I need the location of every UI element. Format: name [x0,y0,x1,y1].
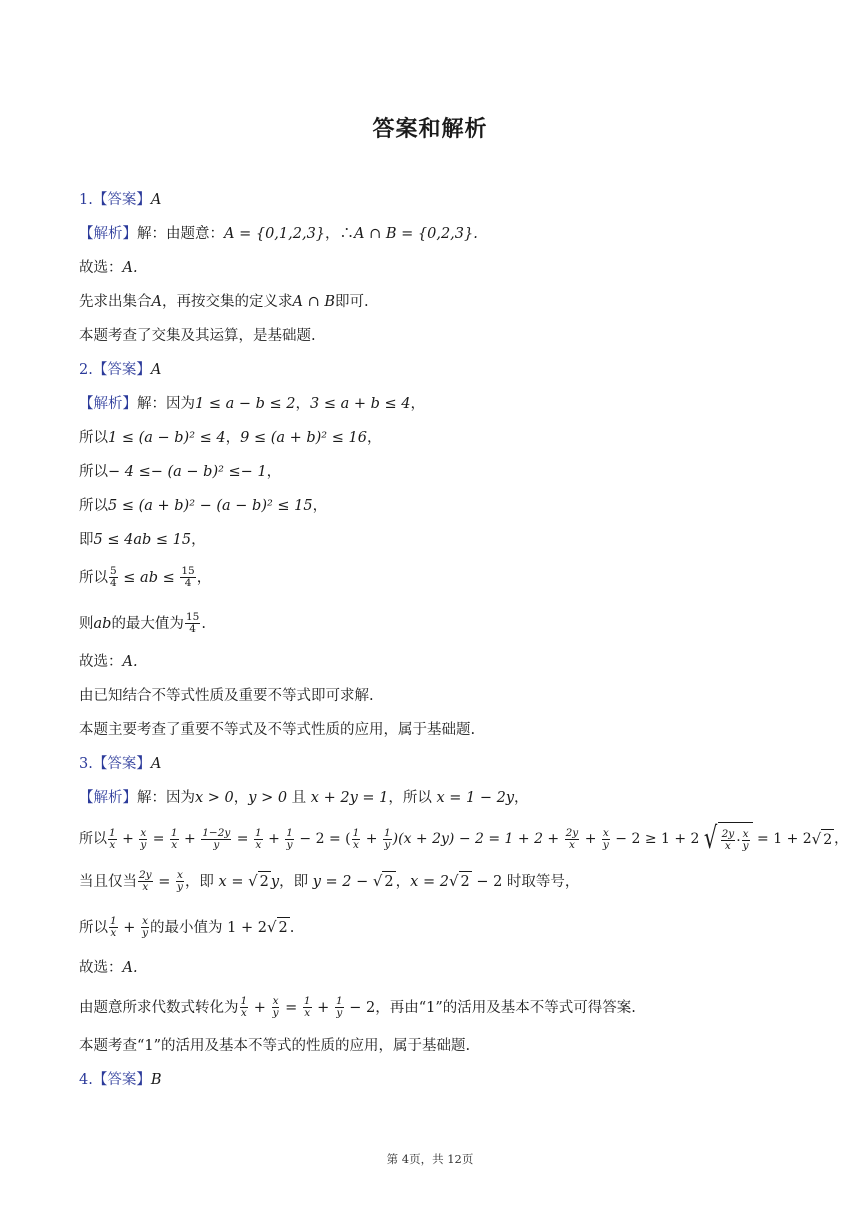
text: 先求出集合 [79,294,152,310]
text: ，即 [279,873,313,890]
denominator: y [742,840,749,852]
text: 所以 [79,430,108,446]
math: 1 ≤ a − b ≤ 2 [195,396,296,412]
text: . [289,919,295,936]
square-root [701,822,752,856]
q2-step-line [79,428,381,448]
denominator: y [213,838,220,851]
radical-sign-icon: √ [811,829,822,848]
q3-answer-line [79,754,161,774]
q3-equation-line [79,822,848,856]
denominator: 4 [110,577,117,589]
text: 故选： [79,260,123,276]
radicand: 2 [821,829,834,850]
denominator: x [304,1007,311,1019]
text: ， [410,396,425,412]
q2-step-line [79,462,281,482]
text: ， [312,498,328,514]
operator: + [179,831,201,847]
text: ，再由“1”的活用及基本不等式可得答案. [375,999,636,1016]
math: y = 2 − [312,873,373,890]
text: 时取等号， [502,873,580,890]
fraction [201,828,231,851]
q1-answer-value: A [150,192,162,208]
text: 的最小值为 [150,919,228,936]
fraction [170,828,179,851]
text: ， [191,532,206,548]
radicand: 2 [258,871,271,892]
text: 则 [79,615,94,632]
square-root [248,871,271,892]
q4-answer-label: 4.【答案】 [79,1072,151,1088]
q2-answer-line [79,360,161,380]
math: = 1 + 2 [752,831,812,847]
text: 即可. [334,294,369,310]
numerator: 1 [352,826,360,839]
fraction [742,829,750,852]
math: 5 ≤ 4ab ≤ 15 [93,532,192,548]
math: x = 1 − 2y [436,790,515,806]
fraction [335,996,344,1019]
numerator: 15 [181,565,195,577]
numerator: x [742,828,749,840]
text: ， [266,464,282,480]
numerator: x [140,826,147,839]
q2-analysis-label: 【解析】 [79,396,137,412]
operator: = [280,999,302,1016]
denominator: x [255,838,262,851]
numerator: x [142,915,148,927]
numerator: 1 [335,995,343,1007]
q3-analysis-label: 【解析】 [79,790,137,806]
fraction [352,828,361,851]
text: 所以 [79,569,108,586]
math: ≤ ab ≤ [118,569,180,586]
fraction [383,828,392,851]
square-root [267,917,290,938]
q3-equality-line [79,870,579,893]
fraction [176,870,184,893]
text: . [201,615,206,632]
fraction [109,566,118,589]
text: 解：因为 [137,396,195,412]
operator: = [232,831,253,847]
math: 5 ≤ (a + b)² − (a − b)² ≤ 15 [108,498,313,514]
text: 所以 [79,919,108,936]
operator: = [148,831,169,847]
math: x = 2 [410,873,449,890]
text: 故选： [79,654,123,670]
q1-answer-line [79,190,161,210]
denominator: 4 [189,623,196,635]
numerator: 1 [383,826,391,839]
operator: + [580,831,601,847]
text: ， [514,790,529,806]
denominator: x [240,1007,247,1019]
q2-step-line [79,566,211,589]
denominator: y [286,838,293,851]
q1-method-line [79,292,369,312]
numerator: 1 [170,826,178,839]
math: 1 + 2 [227,919,267,936]
math: 3 ≤ a + b ≤ 4 [309,396,411,412]
text: 所以 [79,831,107,847]
numerator: 15 [185,611,200,623]
text: 即 [79,532,94,548]
fraction [565,828,580,851]
radicand: 2 [277,917,290,938]
fraction [721,829,736,852]
denominator: x [109,838,116,851]
text: ， [233,790,249,806]
math: 9 ≤ (a + b)² ≤ 16 [240,430,367,446]
q2-step-line [79,530,206,550]
fraction [272,996,280,1019]
text: 所以 [79,498,108,514]
numerator: 1 [254,826,262,839]
math: x + 2y = 1 [310,790,389,806]
fraction [240,996,249,1019]
radical-sign-icon: √ [448,872,459,890]
math: y [270,873,280,890]
fraction [180,566,195,589]
q3-minimum-line [79,916,294,939]
q1-choice-line [79,258,138,278]
fraction [109,916,118,939]
square-root [449,871,472,892]
text: 解：由题意： [137,226,224,242]
q4-answer-line [79,1070,162,1090]
q3-answer-value: A [150,756,162,772]
fraction [285,828,294,851]
denominator: 4 [184,577,192,589]
text: ， [366,430,382,446]
math: y > 0 [248,790,288,806]
math: − 2 [344,999,376,1016]
fraction [138,870,153,893]
q1-answer-label: 1.【答案】 [79,192,151,208]
math: A. [122,260,138,276]
operator: + [117,831,139,847]
fraction [141,916,149,939]
q3-answer-label: 3.【答案】 [79,756,151,772]
numerator: 1 [240,995,248,1007]
numerator: 1 [110,915,117,927]
math: A = {0,1,2,3} [224,226,326,242]
operator: + [312,999,334,1016]
radicand [718,822,753,856]
math: A ∩ B = {0,2,3}. [354,226,478,242]
numerator: x [177,869,183,881]
math: ab [93,615,112,632]
math: A. [122,960,138,976]
text: ， [196,569,212,586]
denominator: x [142,881,149,893]
operator: + [249,999,271,1016]
q1-analysis-line [79,224,478,244]
square-root [373,871,396,892]
math: A [151,294,162,310]
fraction [303,996,312,1019]
numerator: 2y [565,826,579,839]
math: x > 0 [195,790,234,806]
math: − 2 = ( [294,831,351,847]
denominator: x [724,840,731,852]
text: 的最大值为 [111,615,184,632]
q2-conclusion-line [79,612,206,635]
text: ， [395,873,411,890]
q2-answer-label: 2.【答案】 [79,362,151,378]
operator: + [361,831,382,847]
numerator: 1 [286,826,293,839]
math: − 2 [471,873,503,890]
denominator: x [171,838,178,851]
operator: = [153,873,175,890]
denominator: y [140,838,147,851]
q2-analysis-line [79,394,425,414]
radical-sign-icon: √ [248,872,258,890]
numerator: 1−2y [202,826,231,839]
q2-method-line: 由已知结合不等式性质及重要不等式即可求解. [79,688,374,704]
text: 由题意所求代数式转化为 [79,999,239,1016]
text: ， [225,430,241,446]
q3-comment-line: 本题考查“1”的活用及基本不等式的性质的应用，属于基础题. [79,1038,471,1054]
denominator: y [272,1007,279,1019]
q3-method-line [79,996,636,1019]
numerator: 5 [110,565,117,577]
math: A ∩ B [292,294,335,310]
operator: + [263,831,285,847]
text: ，所以 [388,790,437,806]
denominator: y [177,881,183,893]
math: − 4 ≤− (a − b)² ≤− 1 [108,464,267,480]
fraction [139,828,147,851]
q3-choice-line [79,958,138,978]
denominator: y [384,838,391,851]
math: x = [218,873,249,890]
text: ，即 [184,873,219,890]
math: )(x + 2y) − 2 = 1 + 2 + [392,831,564,847]
q1-comment-line: 本题考查了交集及其运算，是基础题. [79,328,316,344]
text: 当且仅当 [79,873,137,890]
denominator: y [602,838,609,851]
q1-analysis-label: 【解析】 [79,226,137,242]
radicand: 2 [459,871,472,892]
numerator: 2y [721,828,735,840]
fraction [602,828,610,851]
numerator: 1 [303,995,311,1007]
text: 所以 [79,464,108,480]
text: 且 [287,790,311,806]
denominator: x [110,927,117,939]
numerator: x [602,826,609,839]
text: ，再按交集的定义求 [161,294,293,310]
math: A. [122,654,138,670]
q4-answer-value: B [150,1072,162,1088]
fraction [108,828,117,851]
operator: · [736,832,741,849]
denominator: y [336,1007,343,1019]
denominator: y [142,927,148,939]
fraction [254,828,263,851]
square-root [812,829,834,850]
radical-sign-icon: √ [266,918,277,936]
radical-sign-icon: √ [704,821,718,856]
denominator: x [353,838,359,851]
denominator: x [568,838,575,851]
page-title: 答案和解析 [372,117,488,142]
numerator: 1 [109,826,116,839]
fraction [185,612,200,635]
page-footer: 第 4页，共 12页 [386,1152,474,1166]
text: 解：因为 [137,790,195,806]
radical-sign-icon: √ [372,872,383,890]
math: − 2 ≥ 1 + 2 [610,831,700,847]
text: ，∴ [325,226,355,242]
radicand: 2 [382,871,395,892]
numerator: 2y [139,869,152,881]
text: ， [295,396,310,412]
q2-choice-line [79,652,138,672]
q2-step-line [79,496,327,516]
text: ， [834,831,849,847]
q2-answer-value: A [150,362,162,378]
q3-analysis-line [79,788,529,808]
operator: + [118,919,141,936]
q2-comment-line: 本题主要考查了重要不等式及不等式性质的应用，属于基础题. [79,722,476,738]
math: 1 ≤ (a − b)² ≤ 4 [108,430,226,446]
text: 故选： [79,960,123,976]
numerator: x [272,995,279,1007]
